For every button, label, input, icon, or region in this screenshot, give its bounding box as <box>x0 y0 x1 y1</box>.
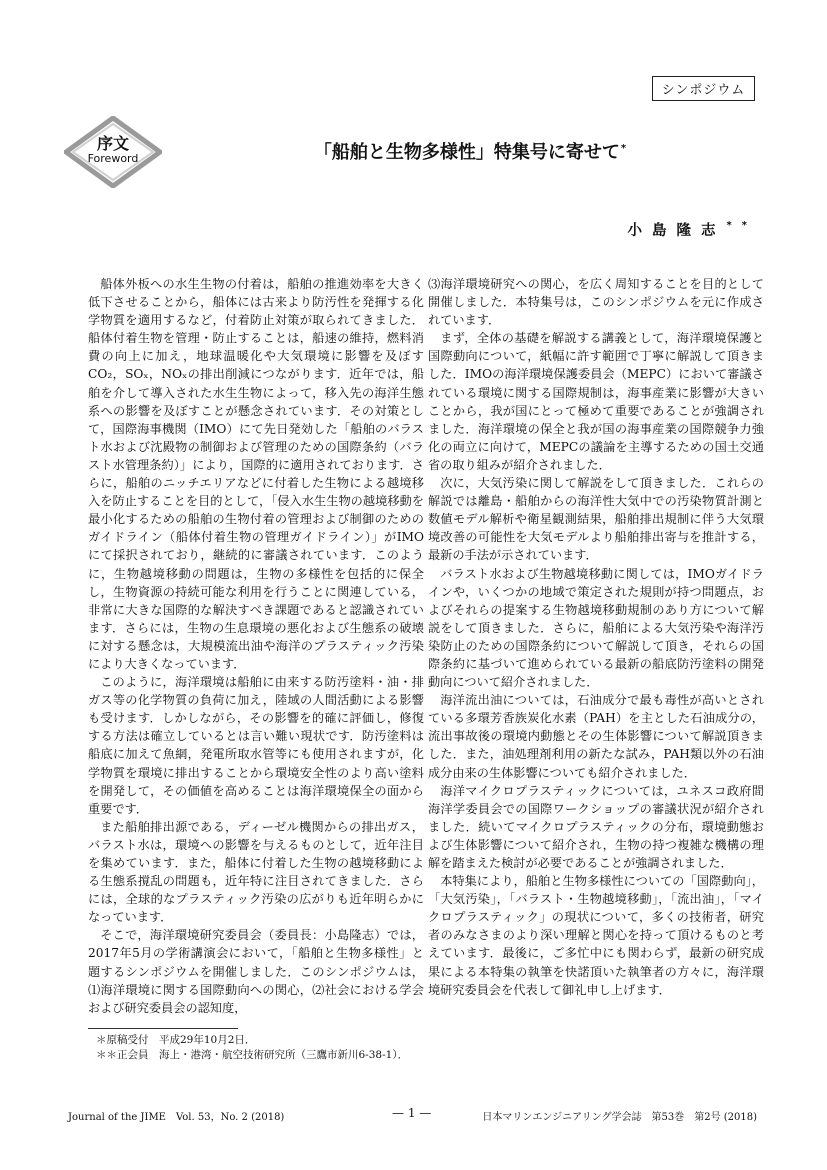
paragraph: このように，海洋環境は船舶に由来する防汚塗料・油・排ガス等の化学物質の負荷に加え，陸域の人間活動による影響も受けます．しかしながら，その影響を的確に評価し，修復する方法は確立しているとは言い難い現状です．防汚塗料は船底に加えて魚網，発電所取水管等にも使用されますが，化学物質を環境に排出することから環境安全性のより高い塗料を開発して，その価値を高めることは海洋環境保全の面から重要です． <box>88 675 424 816</box>
article-title <box>260 138 680 164</box>
paragraph: 海洋流出油については，石油成分で最も毒性が高いとされている多環芳香族炭化水素（PAH）を主とした石油成分の，流出事故後の環境内動態とその生体影響について解説頂きました．また，油処理剤利用の新たな試み，PAH類以外の石油成分由来の生体影響についても紹介されました． <box>428 693 764 780</box>
author-footnote-mark: ** <box>726 220 757 231</box>
paragraph: 次に，大気汚染に関して解説をして頂きました．これらの解説では離島・船舶からの海洋性大気中での汚染物質計測と数値モデル解析や衛星観測結果，船舶排出規制に伴う大気環境改善の可能性を大気モデルより船舶排出寄与を推計する，最新の手法が示されています． <box>428 476 764 563</box>
category-tag: シンポジウム <box>652 76 755 101</box>
author-name-text: 小島隆志 <box>627 223 726 239</box>
paragraph: 本特集により，船舶と生物多様性についての「国際動向」，「大気汚染」，「バラスト・生物越境移動」，「流出油」，「マイクロプラスティック」の現状について，多くの技術者，研究者のみなさまのより深い理解と関心を持って頂けるものと考えています．最後に，ご多忙中にも関わらず，最新の研究成果による本特集の執筆を快諾頂いた執筆者の方々に，海洋環境研究委員会を代表して御礼申し上げます． <box>428 874 764 997</box>
footnote-affiliation: ＊＊正会員 海上・港湾・航空技術研究所（三鷹市新川6-38-1）． <box>96 1049 409 1061</box>
page-number: — 1 — <box>392 1106 432 1120</box>
footer-journal: Journal of the JIME Vol. 53，No. 2 (2018) <box>68 1112 285 1123</box>
footnote-received: ＊原稿受付 平成29年10月2日． <box>96 1034 256 1046</box>
paragraph: 海洋マイクロプラスティックについては，ユネスコ政府間海洋学委員会での国際ワークショップの審議状況が紹介されました．続いてマイクロプラスティックの分布，環境動態および生体影響について紹介され，生物の持つ複雑な機構の理解を踏まえた検討が必要であることが強調されました． <box>428 783 764 870</box>
article-title-text: 「船舶と生物多様性」特集号に寄せて <box>313 142 620 163</box>
badge-label-en: Foreword <box>87 152 139 165</box>
title-footnote-mark: * <box>620 143 627 154</box>
paragraph: ⑶海洋環境研究への関心，を広く周知することを目的として開催しました．本特集号は，このシンポジウムを元に作成されています． <box>428 277 764 328</box>
author-name <box>628 219 757 240</box>
paragraph: 船体外板への水生生物の付着は，船舶の推進効率を大きく低下させることから，船体には古来より防汚性を発揮する化学物質を適用するなど，付着防止対策が取られてきました．船体付着生物を管理・防止することは，船速の維持，燃料消費の向上に加え，地球温暖化や大気環境に影響を及ぼすCO₂，SOₓ，NOₓの排出削減につながります．近年では，船舶を介して導入された水生生物によって，移入先の海洋生態系への影響を及ぼすことが懸念されています．その対策として，国際海事機関（IMO）にて先日発効した「船舶のバラスト水および沈殿物の制御および管理のための国際条約（バラスト水管理条約）」により，国際的に適用されております．さらに，船舶のニッチエリアなどに付着した生物による越境移入を防止することを目的として，「侵入水生生物の越境移動を最小化するための船舶の生物付着の管理および制御のためのガイドライン（船体付着生物の管理ガイドライン）」がIMOにて採択されており，継続的に審議されています．このように，生物越境移動の問題は，生物の多様性を包括的に保全し，生物資源の持続可能な利用を行うことに関連している，非常に大きな国際的な解決すべき課題であると認識されています．さらには，生物の生息環境の悪化および生態系の破壊に対する懸念は，大規模流出油や海洋のプラスティック汚染により大きくなっています． <box>88 277 424 671</box>
paragraph: まず，全体の基礎を解説する講義として，海洋環境保護と国際動向について，紙幅に許す範囲で丁寧に解説して頂きました．IMOの海洋環境保護委員会（MEPC）において審議されている環境に関する国際規制は，海事産業に影響が大きいことから，我が国にとって極めて重要であることが強調されました．海洋環境の保全と我が国の海事産業の国際競争力強化の両立に向けて，MEPCの議論を主導するための国土交通省の取り組みが紹介されました． <box>428 331 764 472</box>
paragraph: そこで，海洋環境研究委員会（委員長：小島隆志）では，2017年5月の学術講演会において，「船舶と生物多様性」と題するシンポジウムを開催しました．このシンポジウムは，⑴海洋環境に関する国際動向への関心，⑵社会における学会および研究委員会の認知度， <box>88 928 424 1015</box>
right-column <box>428 275 764 999</box>
paragraph: また船舶排出源である，ディーゼル機関からの排出ガス，バラスト水は，環境への影響を与えるものとして，近年注目を集めています．また，船体に付着した生物の越境移動による生態系撹乱の問題も，近年特に注目されてきました．さらには，全球的なプラスティック汚染の広がりも近年明らかになっています． <box>88 819 424 925</box>
footnote-rule <box>88 1028 238 1029</box>
paragraph: バラスト水および生物越境移動に関しては，IMOガイドラインや，いくつかの地域で策定された規則が持つ問題点，およびそれらの提案する生物越境移動規制のあり方について解説をして頂きました．さらに，船舶による大気汚染や海洋汚染防止のための国際条約について解説して頂き，それらの国際条約に基づいて進められている最新の船底防汚塗料の開発動向について紹介されました． <box>428 566 764 690</box>
badge-label-ja: 序文 <box>96 134 129 153</box>
left-column <box>88 275 424 1017</box>
footer-journal-ja: 日本マリンエンジニアリング学会誌 第53巻 第2号 (2018) <box>482 1112 757 1123</box>
